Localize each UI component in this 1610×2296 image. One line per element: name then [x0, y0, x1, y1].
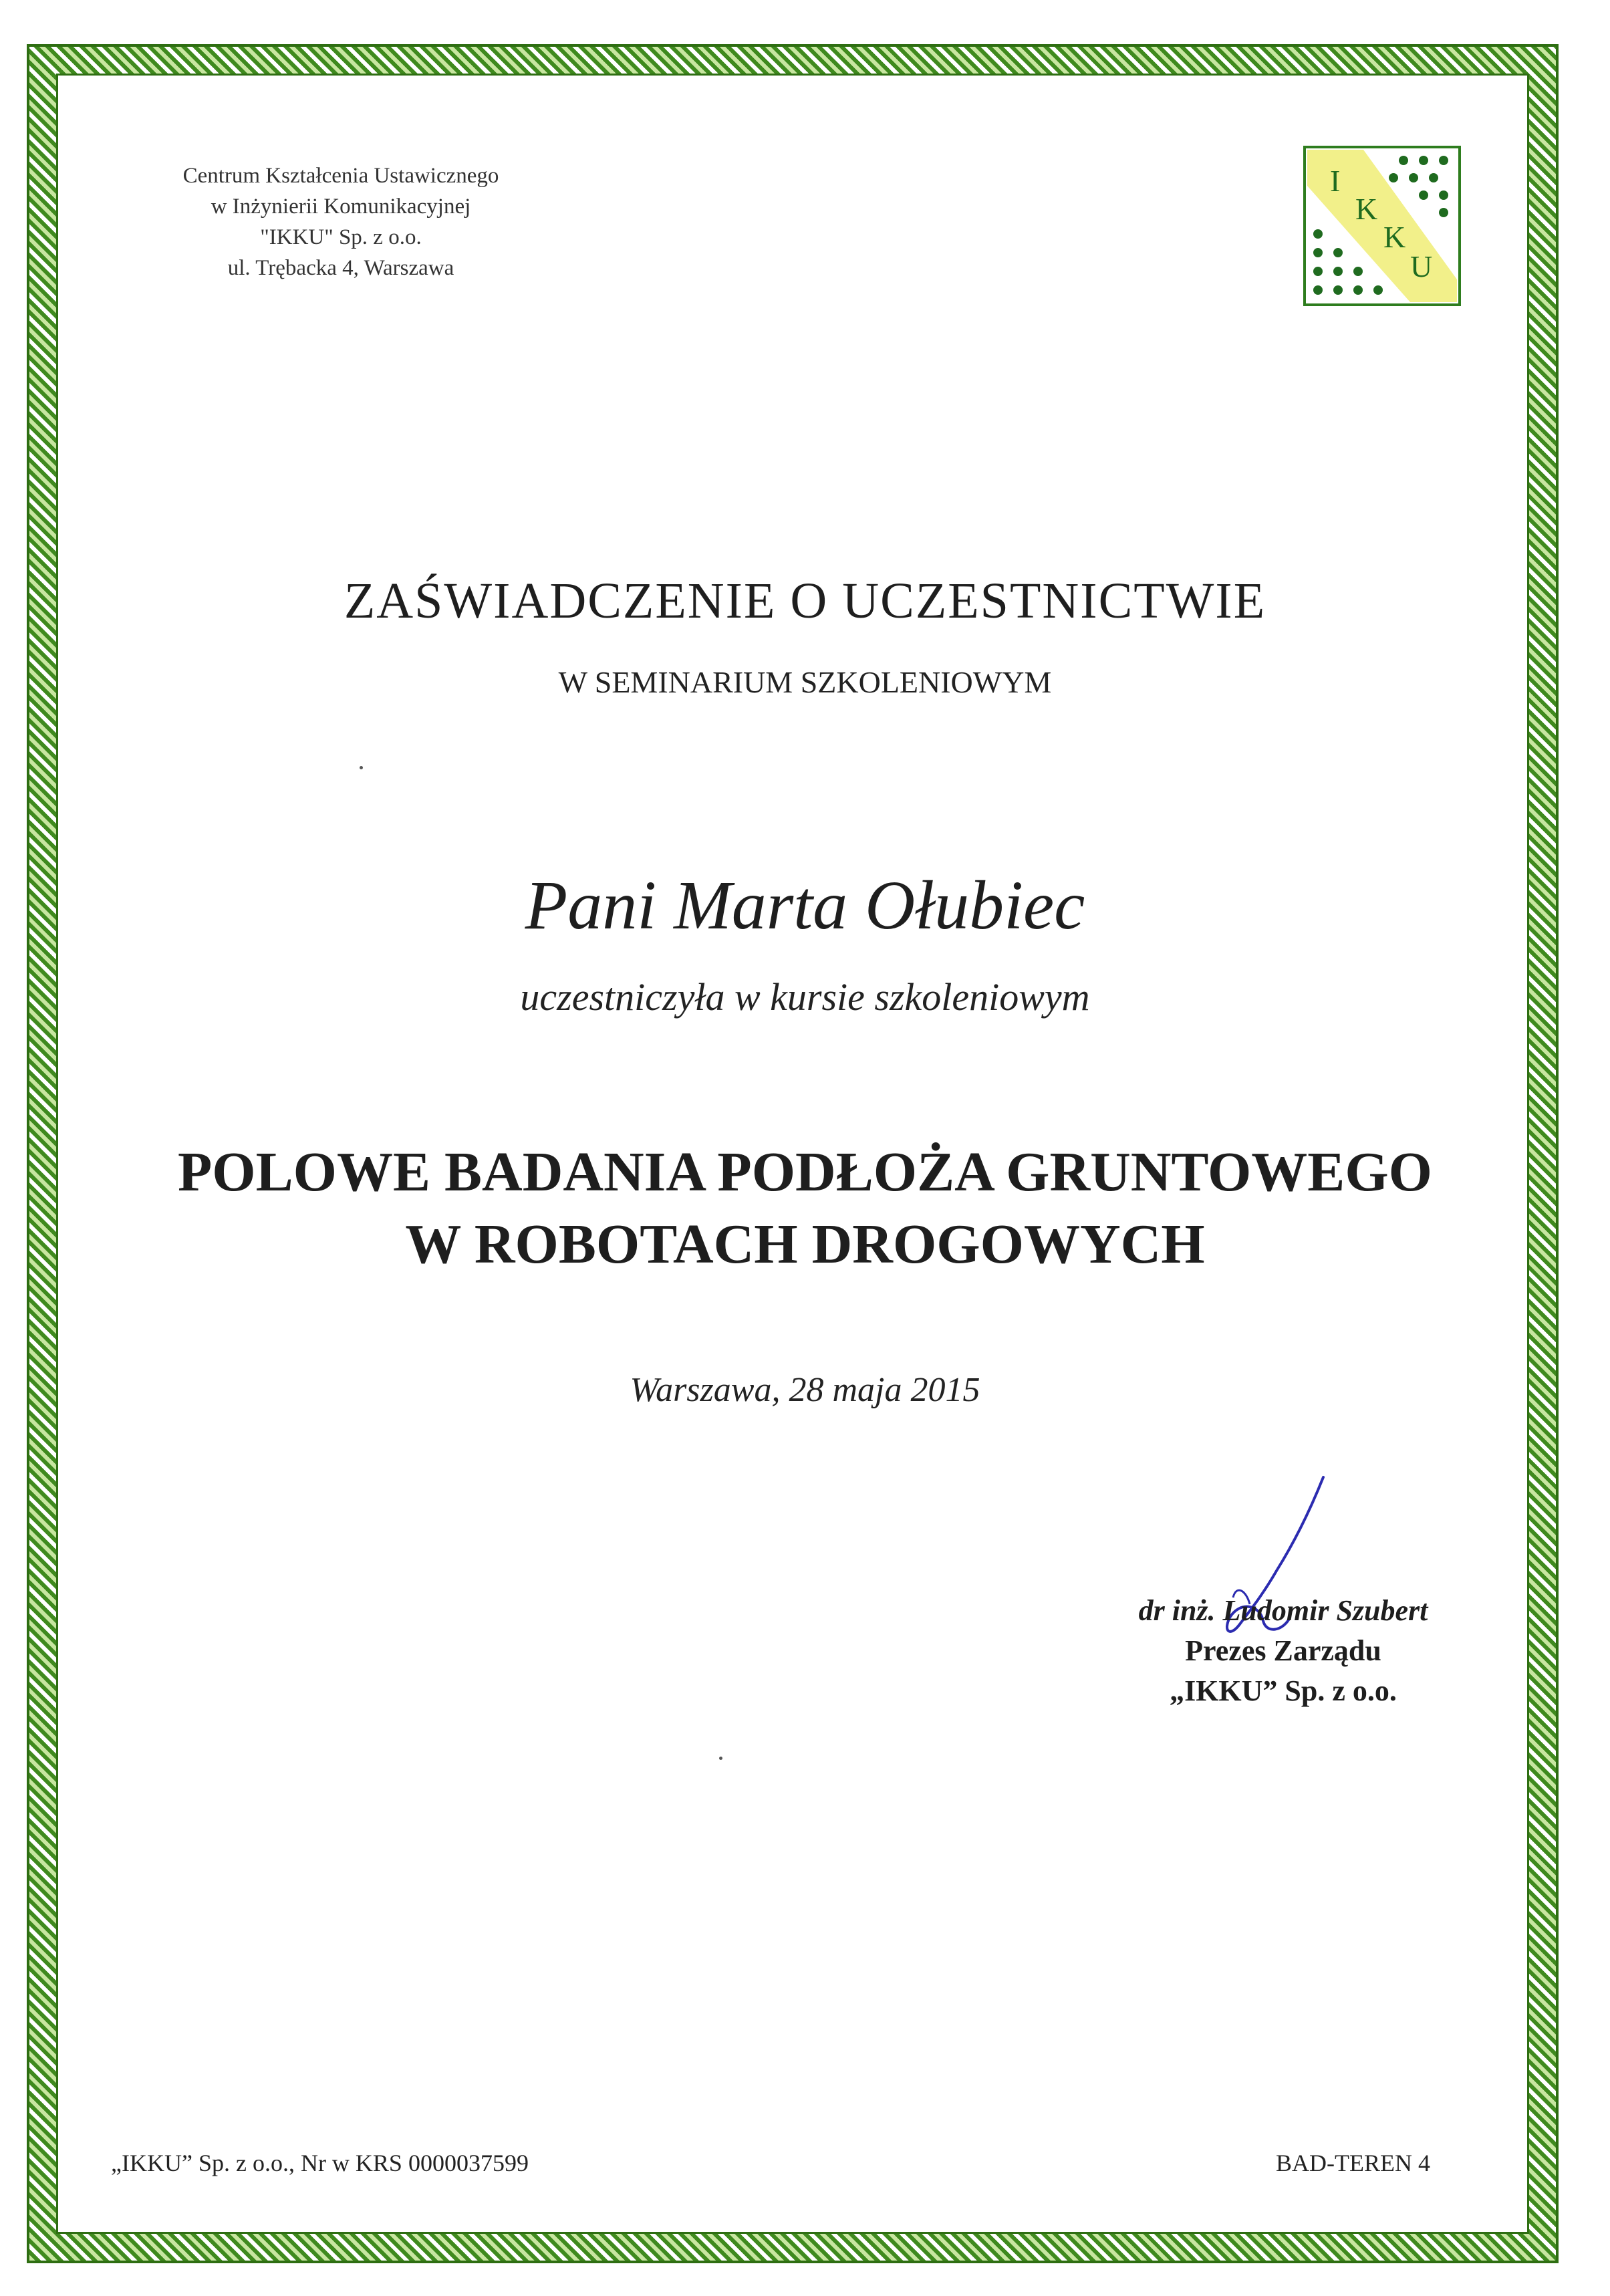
scan-speck [360, 766, 363, 769]
scan-speck [719, 1757, 722, 1760]
organization-address [127, 160, 555, 283]
signatory-company: „IKKU” Sp. z o.o. [1170, 1674, 1397, 1707]
ikku-logo [1303, 146, 1461, 306]
participation-statement: uczestniczyła w kursie szkoleniowym [520, 975, 1090, 1019]
footer-registration: „IKKU” Sp. z o.o., Nr w KRS 0000037599 [111, 2150, 529, 2176]
organization-name: Centrum Kształcenia Ustawicznego [182, 164, 499, 188]
signatory-block [1043, 1591, 1524, 1711]
certificate-title: ZAŚWIADCZENIE O UCZESTNICTWIE [344, 573, 1266, 629]
course-title-line1: POLOWE BADANIA PODŁOŻA GRUNTOWEGO [177, 1141, 1433, 1203]
logo-letter-k1: K [1355, 192, 1378, 226]
footer-document-code: BAD-TEREN 4 [1276, 2150, 1430, 2176]
organization-street: ul. Trębacka 4, Warszawa [227, 256, 454, 280]
course-title-line2: W ROBOTACH DROGOWYCH [405, 1213, 1205, 1275]
logo-letter-i: I [1330, 164, 1341, 198]
place-and-date: Warszawa, 28 maja 2015 [630, 1371, 980, 1409]
signatory-name: dr inż. Ludomir Szubert [1138, 1594, 1428, 1627]
logo-letter-k2: K [1383, 220, 1406, 254]
signatory-role: Prezes Zarządu [1185, 1634, 1381, 1667]
organization-name-cont: w Inżynierii Komunikacyjnej [211, 195, 471, 219]
certificate-subtitle: W SEMINARIUM SZKOLENIOWYM [558, 665, 1052, 699]
organization-company: "IKKU" Sp. z o.o. [260, 225, 422, 249]
recipient-name: Pani Marta Ołubiec [525, 867, 1085, 944]
course-title [0, 1136, 1610, 1281]
logo-letter-u: U [1410, 249, 1433, 283]
